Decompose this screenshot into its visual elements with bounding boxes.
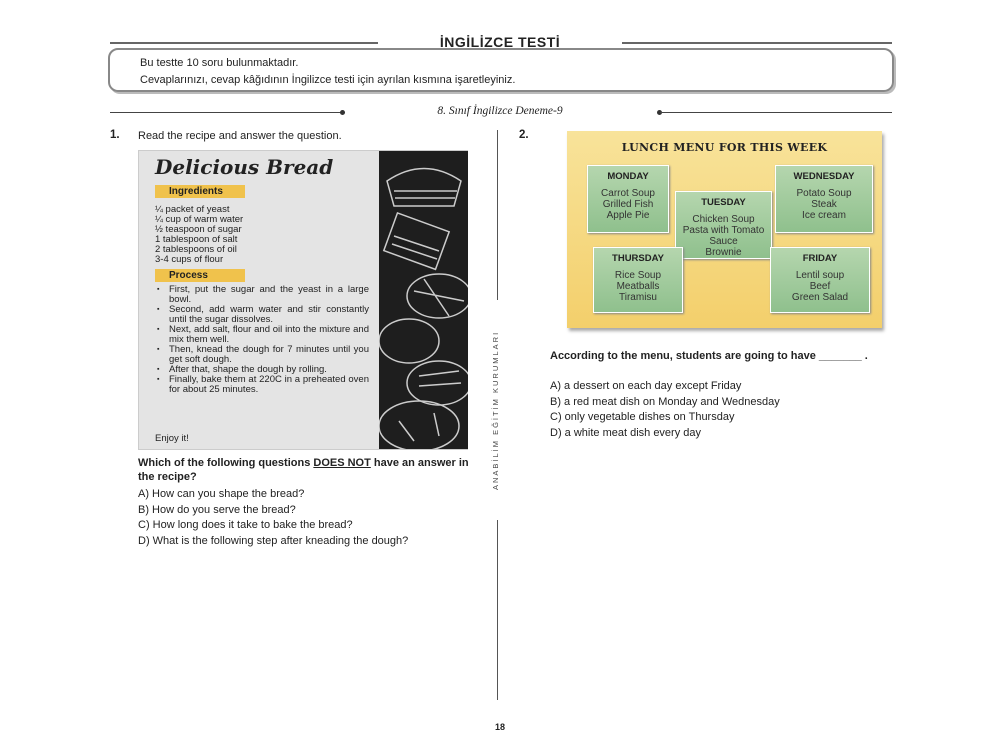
ingredient: ½ teaspoon of sugar	[155, 224, 242, 235]
dish: Tiramisu	[619, 292, 657, 303]
option-b[interactable]: B) a red meat dish on Monday and Wednesday	[550, 395, 780, 408]
question-emphasis: DOES NOT	[313, 457, 371, 469]
day: TUESDAY	[701, 197, 746, 208]
option-a[interactable]: A) a dessert on each day except Friday	[550, 380, 742, 392]
lunch-menu	[567, 131, 882, 328]
ingredient: ¼ packet of yeast	[155, 204, 230, 215]
divider	[110, 42, 378, 44]
divider	[622, 42, 892, 44]
day: MONDAY	[607, 171, 649, 182]
page-number: 18	[494, 722, 505, 732]
day: WEDNESDAY	[793, 171, 855, 182]
dish: Pasta with Tomato Sauce	[682, 225, 765, 247]
dish: Green Salad	[791, 292, 849, 303]
question-text	[138, 456, 483, 484]
dish: Rice Soup	[614, 270, 662, 281]
divider	[660, 112, 892, 113]
info-line: Bu testte 10 soru bulunmaktadır.	[140, 57, 299, 69]
question-number: 1.	[110, 129, 120, 141]
menu-card-tuesday	[675, 191, 772, 259]
option-b[interactable]: B) How do you serve the bread?	[138, 503, 296, 516]
option-c[interactable]: C) only vegetable dishes on Thursday	[550, 411, 735, 423]
day: THURSDAY	[612, 253, 664, 264]
question-number: 2.	[519, 129, 529, 141]
ingredients-list	[155, 205, 243, 265]
dish: Apple Pie	[606, 210, 650, 221]
menu-card-monday	[587, 165, 669, 233]
dish: Ice cream	[802, 210, 846, 221]
test-title: İNGİLİZCE TESTİ	[439, 34, 561, 50]
menu-title: LUNCH MENU FOR THIS WEEK	[621, 141, 828, 154]
menu-card-wednesday	[775, 165, 873, 233]
option-d[interactable]: D) a white meat dish every day	[550, 426, 702, 439]
dish: Lentil soup	[795, 270, 845, 281]
dish: Grilled Fish	[602, 199, 654, 210]
dish: Brownie	[705, 247, 742, 258]
question-part: Which of the following questions	[138, 457, 314, 469]
answer-options	[138, 487, 483, 549]
option-d[interactable]: D) What is the following step after kneading the dough?	[138, 534, 409, 547]
step: ▪ First, put the sugar and the yeast in a large bowl.	[155, 285, 369, 305]
exam-subtitle: 8. Sınıf İngilizce Deneme-9	[437, 105, 563, 117]
option-c[interactable]: C) How long does it take to bake the bread?	[138, 519, 353, 531]
info-line: Cevaplarınızı, cevap kâğıdının İngilizce testi için ayrılan kısmına işaretleyiniz.	[140, 74, 516, 86]
question-instruction: Read the recipe and answer the question.	[138, 130, 342, 142]
step: ▪ Finally, bake them at 220C in a preheated oven for about 25 minutes.	[155, 375, 369, 395]
publisher-side-text: ANABİLİM EĞİTİM KURUMLARI	[491, 300, 505, 520]
ingredient: ¼ cup of warm water	[155, 214, 244, 225]
menu-card-thursday	[593, 247, 683, 313]
recipe-card	[138, 150, 468, 450]
day: FRIDAY	[802, 253, 838, 264]
recipe-closing: Enjoy it!	[155, 433, 189, 444]
question-part: have an answer in the recipe?	[138, 457, 469, 483]
dish: Potato Soup	[796, 188, 852, 199]
ingredient: 3-4 cups of flour	[155, 254, 224, 265]
dish: Carrot Soup	[601, 188, 655, 199]
ingredients-label: Ingredients	[155, 185, 245, 198]
dish: Beef	[809, 281, 831, 292]
dish: Steak	[811, 199, 837, 210]
instructions-box	[108, 48, 894, 92]
ingredient: 1 tablespoon of salt	[155, 234, 238, 245]
dish: Meatballs	[616, 281, 660, 292]
bread-illustration	[379, 151, 468, 449]
step: ▪ Then, knead the dough for 7 minutes until you get soft dough.	[155, 345, 369, 365]
process-steps	[155, 285, 369, 395]
option-a[interactable]: A) How can you shape the bread?	[138, 488, 305, 500]
recipe-title: Delicious Bread	[155, 155, 334, 179]
question-text: According to the menu, students are going to have _______ .	[550, 350, 868, 362]
menu-card-friday	[770, 247, 870, 313]
dish: Chicken Soup	[692, 214, 755, 225]
step: ▪ Next, add salt, flour and oil into the mixture and mix them well.	[155, 325, 369, 345]
answer-options	[550, 379, 895, 441]
process-label: Process	[155, 269, 245, 282]
ingredient: 2 tablespoons of oil	[155, 244, 237, 255]
step: ▪ Second, add warm water and stir constantly until the sugar dissolves.	[155, 305, 369, 325]
step: ▪ After that, shape the dough by rolling.	[155, 365, 369, 375]
